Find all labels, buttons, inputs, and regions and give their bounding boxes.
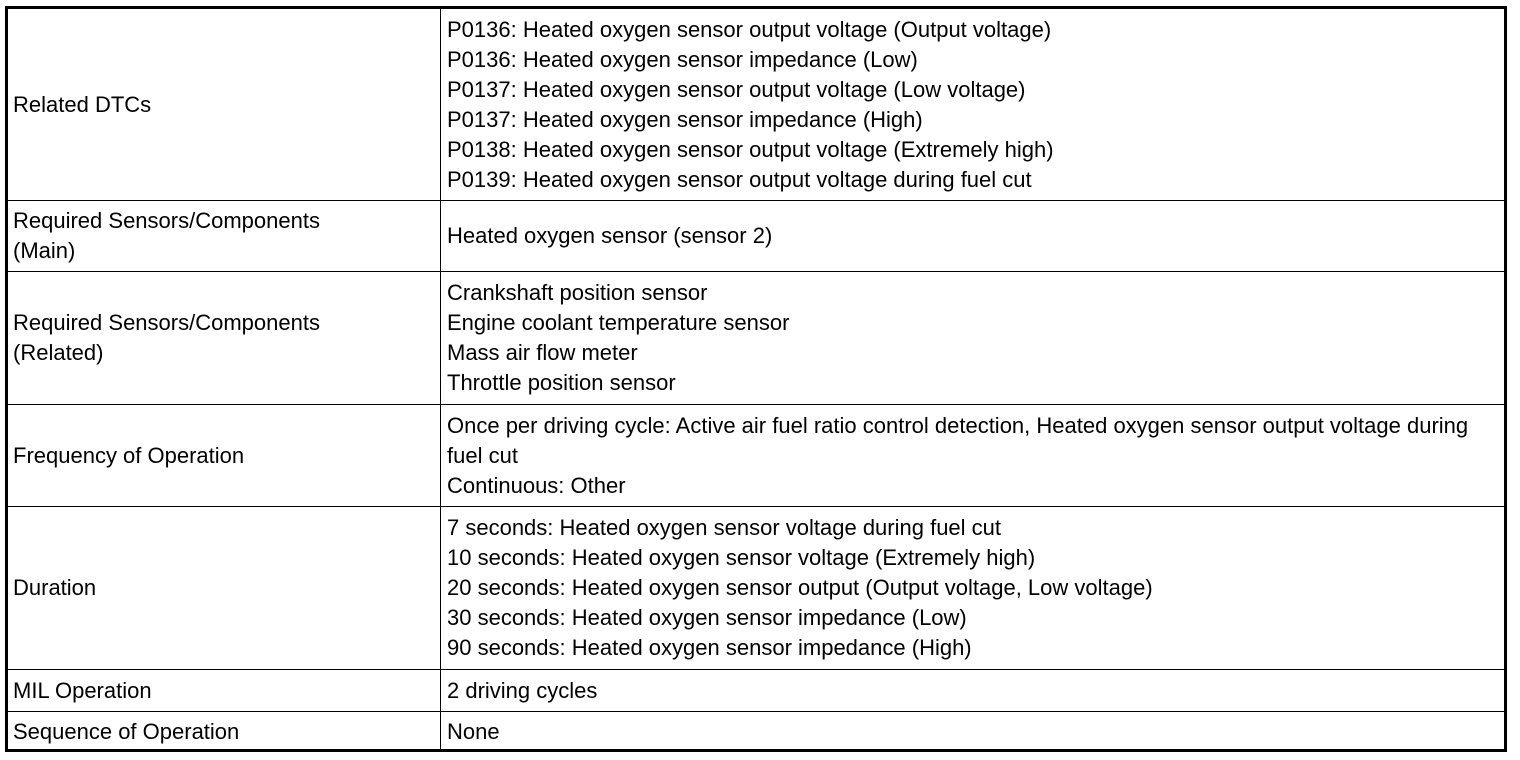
duration-line: 30 seconds: Heated oxygen sensor impedance (Low)	[447, 605, 967, 630]
row-label-sequence	[8, 712, 441, 752]
label-line: Required Sensors/Components	[13, 208, 320, 233]
component-line: Throttle position sensor	[447, 370, 676, 395]
component-line: Heated oxygen sensor (sensor 2)	[447, 223, 773, 248]
duration-line: 90 seconds: Heated oxygen sensor impedance (High)	[447, 635, 972, 660]
duration-line: 20 seconds: Heated oxygen sensor output (Output voltage, Low voltage)	[447, 575, 1153, 600]
row-label-mil-operation	[8, 670, 441, 712]
row-value-mil-operation	[441, 670, 1504, 712]
dtc-line: P0136: Heated oxygen sensor output voltage (Output voltage)	[447, 16, 1052, 42]
dtc-spec-table	[5, 6, 1507, 752]
mil-line: 2 driving cycles	[447, 677, 598, 703]
row-value-related-dtcs	[441, 9, 1504, 201]
frequency-line: Once per driving cycle: Active air fuel ratio control detection, Heated oxygen sensor output voltage during fuel cut	[447, 412, 1469, 468]
dtc-line: P0137: Heated oxygen sensor output voltage (Low voltage)	[447, 76, 1026, 102]
label-line: (Related)	[13, 340, 104, 365]
row-value-required-related	[441, 272, 1504, 405]
label-line: MIL Operation	[13, 677, 152, 703]
component-line: Crankshaft position sensor	[447, 280, 708, 305]
row-value-frequency	[441, 405, 1504, 507]
label-line: Related DTCs	[13, 91, 152, 117]
sequence-line: None	[447, 719, 500, 744]
label-line: Required Sensors/Components	[13, 310, 320, 335]
label-line: Sequence of Operation	[13, 719, 240, 744]
row-label-required-main	[8, 201, 441, 272]
row-label-duration	[8, 507, 441, 670]
duration-line: 10 seconds: Heated oxygen sensor voltage (Extremely high)	[447, 545, 1036, 570]
dtc-line: P0138: Heated oxygen sensor output voltage (Extremely high)	[447, 136, 1054, 162]
row-value-sequence	[441, 712, 1504, 752]
component-line: Engine coolant temperature sensor	[447, 310, 790, 335]
dtc-line: P0136: Heated oxygen sensor impedance (Low)	[447, 46, 918, 72]
row-label-required-related	[8, 272, 441, 405]
label-line: (Main)	[13, 238, 76, 263]
label-line: Frequency of Operation	[13, 442, 245, 468]
dtc-line: P0139: Heated oxygen sensor output voltage during fuel cut	[447, 166, 1032, 192]
frequency-line: Continuous: Other	[447, 472, 626, 498]
label-line: Duration	[13, 575, 97, 600]
row-label-related-dtcs	[8, 9, 441, 201]
dtc-line: P0137: Heated oxygen sensor impedance (High)	[447, 106, 923, 132]
row-value-duration	[441, 507, 1504, 670]
duration-line: 7 seconds: Heated oxygen sensor voltage during fuel cut	[447, 515, 1002, 540]
row-value-required-main	[441, 201, 1504, 272]
component-line: Mass air flow meter	[447, 340, 638, 365]
row-label-frequency	[8, 405, 441, 507]
